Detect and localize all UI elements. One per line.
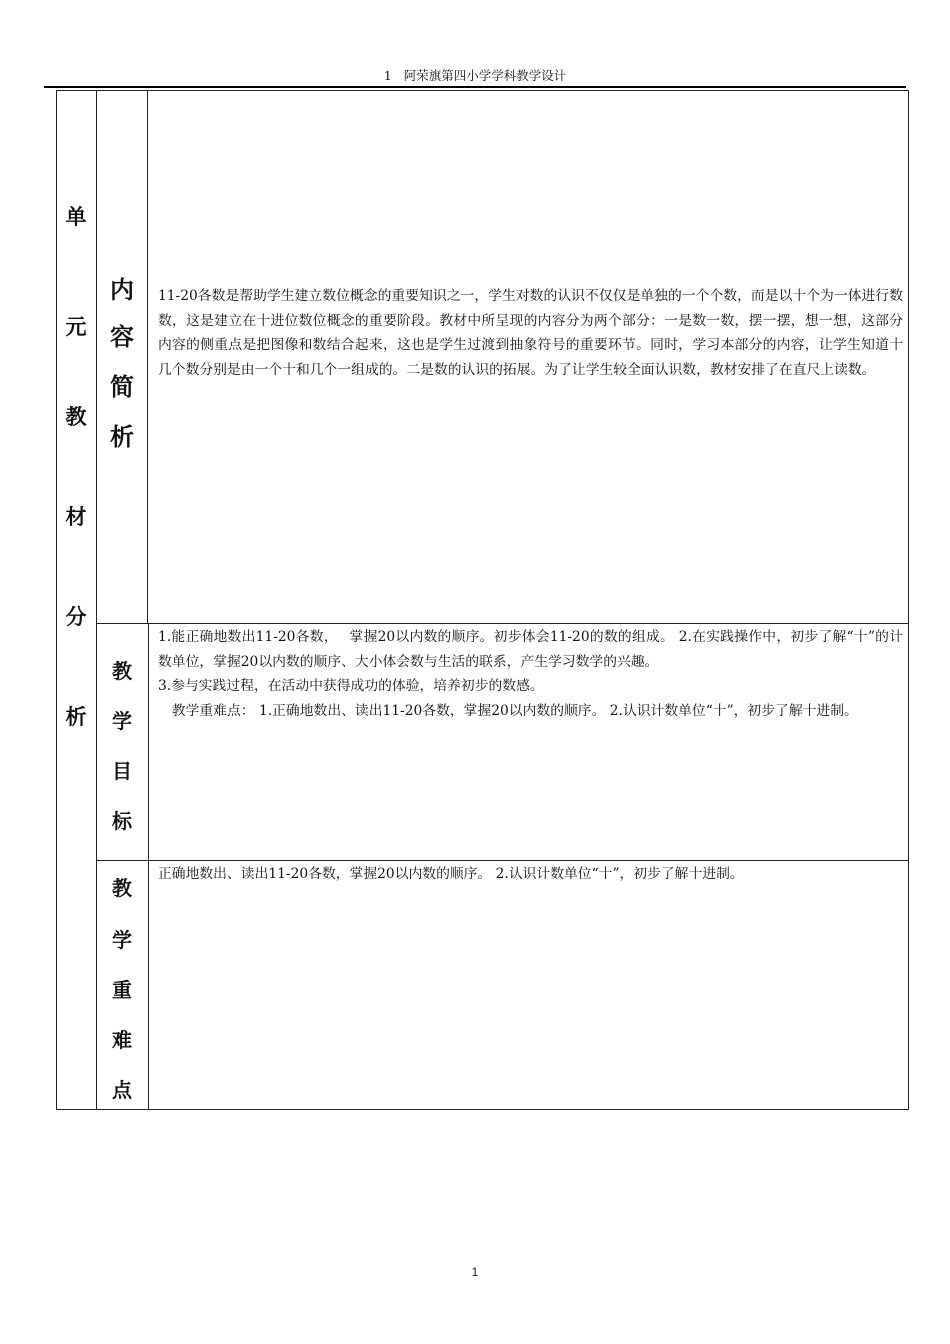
outer-label-char: 单 xyxy=(65,205,87,229)
key-points-label-char: 学 xyxy=(112,928,132,952)
key-points-label xyxy=(97,872,147,1102)
outer-label-char: 分 xyxy=(65,605,87,629)
column-divider-2b xyxy=(148,624,149,1110)
row-divider-1 xyxy=(96,623,909,624)
content-summary-label-char: 内 xyxy=(110,276,134,304)
column-divider-2a xyxy=(147,90,148,624)
teaching-goals-line: 1.能正确地数出11-20各数， 掌握20以内数的顺序。初步体会11-20的数的组成。 2.在实践操作中，初步了解“十”的计数单位，掌握20以内数的顺序、大小体会数与生活的联系，产生学习数学的兴趣。 xyxy=(158,629,903,670)
content-summary-label-char: 析 xyxy=(110,423,134,451)
header-title: 阿荣旗第四小学学科教学设计 xyxy=(403,68,567,83)
content-summary-paragraph: 11-20各数是帮助学生建立数位概念的重要知识之一，学生对数的认识不仅仅是单独的一个个数，而是以十个为一体进行数数，这是建立在十进位数位概念的重要阶段。教材中所呈现的内容分为两个部分：一是数一数，摆一摆，想一想，这部分内容的侧重点是把图像和数结合起来，这也是学生过渡到抽象符号的重要环节。同时，学习本部分的内容，让学生知道十几个数分别是由一个十和几个一组成的。二是数的认识的拓展。为了让学生较全面认识数，教材安排了在直尺上读数。 xyxy=(158,288,903,378)
outer-label-char: 析 xyxy=(65,705,87,729)
outer-label-char: 材 xyxy=(65,505,87,529)
teaching-goals-label-char: 教 xyxy=(112,659,132,683)
key-points-text xyxy=(158,862,903,887)
key-points-paragraph: 正确地数出、读出11-20各数，掌握20以内数的顺序。 2.认识计数单位“十”，初步了解十进制。 xyxy=(158,866,744,882)
teaching-goals-line: 3.参与实践过程，在活动中获得成功的体验，培养初步的数感。 xyxy=(158,678,544,695)
teaching-goals-text xyxy=(158,625,903,723)
key-points-label-char: 难 xyxy=(112,1028,132,1052)
teaching-goals-label-char: 标 xyxy=(112,809,132,833)
content-summary-label-char: 简 xyxy=(110,373,134,401)
outer-label-char: 教 xyxy=(65,405,87,429)
row-divider-2 xyxy=(96,860,909,861)
content-summary-label xyxy=(97,270,147,460)
content-summary-text xyxy=(158,284,903,382)
key-points-label-char: 教 xyxy=(112,876,132,900)
key-points-label-char: 点 xyxy=(112,1078,132,1102)
lesson-table xyxy=(56,90,909,1110)
teaching-goals-line: 教学重难点： 1.正确地数出、读出11-20各数，掌握20以内数的顺序。 2.认识计数单位“十”，初步了解十进制。 xyxy=(158,702,858,719)
page-header xyxy=(44,66,906,88)
header-page-number: 1 xyxy=(383,68,392,83)
outer-label-char: 元 xyxy=(65,315,87,339)
unit-material-analysis-label xyxy=(56,90,96,1110)
content-summary-label-char: 容 xyxy=(110,323,134,351)
page-number: 1 xyxy=(471,1265,479,1279)
key-points-label-char: 重 xyxy=(112,978,132,1002)
teaching-goals-label xyxy=(97,655,147,835)
teaching-goals-label-char: 目 xyxy=(112,759,132,783)
teaching-goals-label-char: 学 xyxy=(112,709,132,733)
